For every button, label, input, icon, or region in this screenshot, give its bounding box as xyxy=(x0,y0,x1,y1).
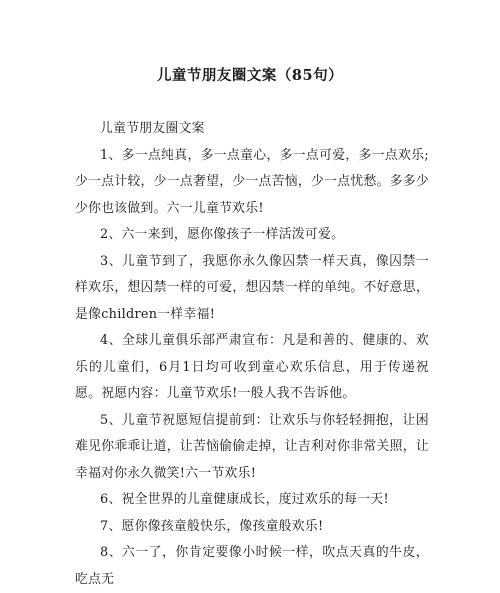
paragraph-4: 4、全球儿童俱乐部严肃宣布：凡是和善的、健康的、欢乐的儿童们，6月1日均可收到童心欢乐信息，用于传递祝愿。祝愿内容：儿童节欢乐!一般人我不告诉他。 xyxy=(75,333,429,401)
paragraph-2: 2、六一来到，愿你像孩子一样活泼可爱。 xyxy=(100,227,345,242)
document-body xyxy=(75,116,429,593)
paragraph-6: 6、祝全世界的儿童健康成长，度过欢乐的每一天! xyxy=(100,492,389,507)
paragraph-1: 1、多一点纯真，多一点童心，多一点可爱，多一点欢乐;少一点计较，少一点奢望，少一点苦恼，少一点忧愁。多多少少你也该做到。六一儿童节欢乐! xyxy=(75,147,429,216)
paragraph-3: 3、儿童节到了，我愿你永久像囚禁一样天真，像囚禁一样欢乐，想囚禁一样的可爱，想囚禁一样的单纯。不好意思，是像children一样幸福! xyxy=(75,253,429,322)
paragraph-8: 8、六一了，你肯定要像小时候一样，吹点天真的牛皮，吃点无 xyxy=(75,545,429,587)
section-subheading: 儿童节朋友圈文案 xyxy=(100,121,205,136)
document-title: 儿童节朋友圈文案（85句） xyxy=(156,67,344,84)
paragraph-7: 7、愿你像孩童般快乐，像孩童般欢乐! xyxy=(100,518,324,534)
paragraph-5: 5、儿童节祝愿短信提前到：让欢乐与你轻轻拥抱，让困难见你乖乖让道，让苦恼偷偷走掉，让吉利对你非常关照，让幸福对你永久微笑!六一节欢乐! xyxy=(75,412,429,481)
